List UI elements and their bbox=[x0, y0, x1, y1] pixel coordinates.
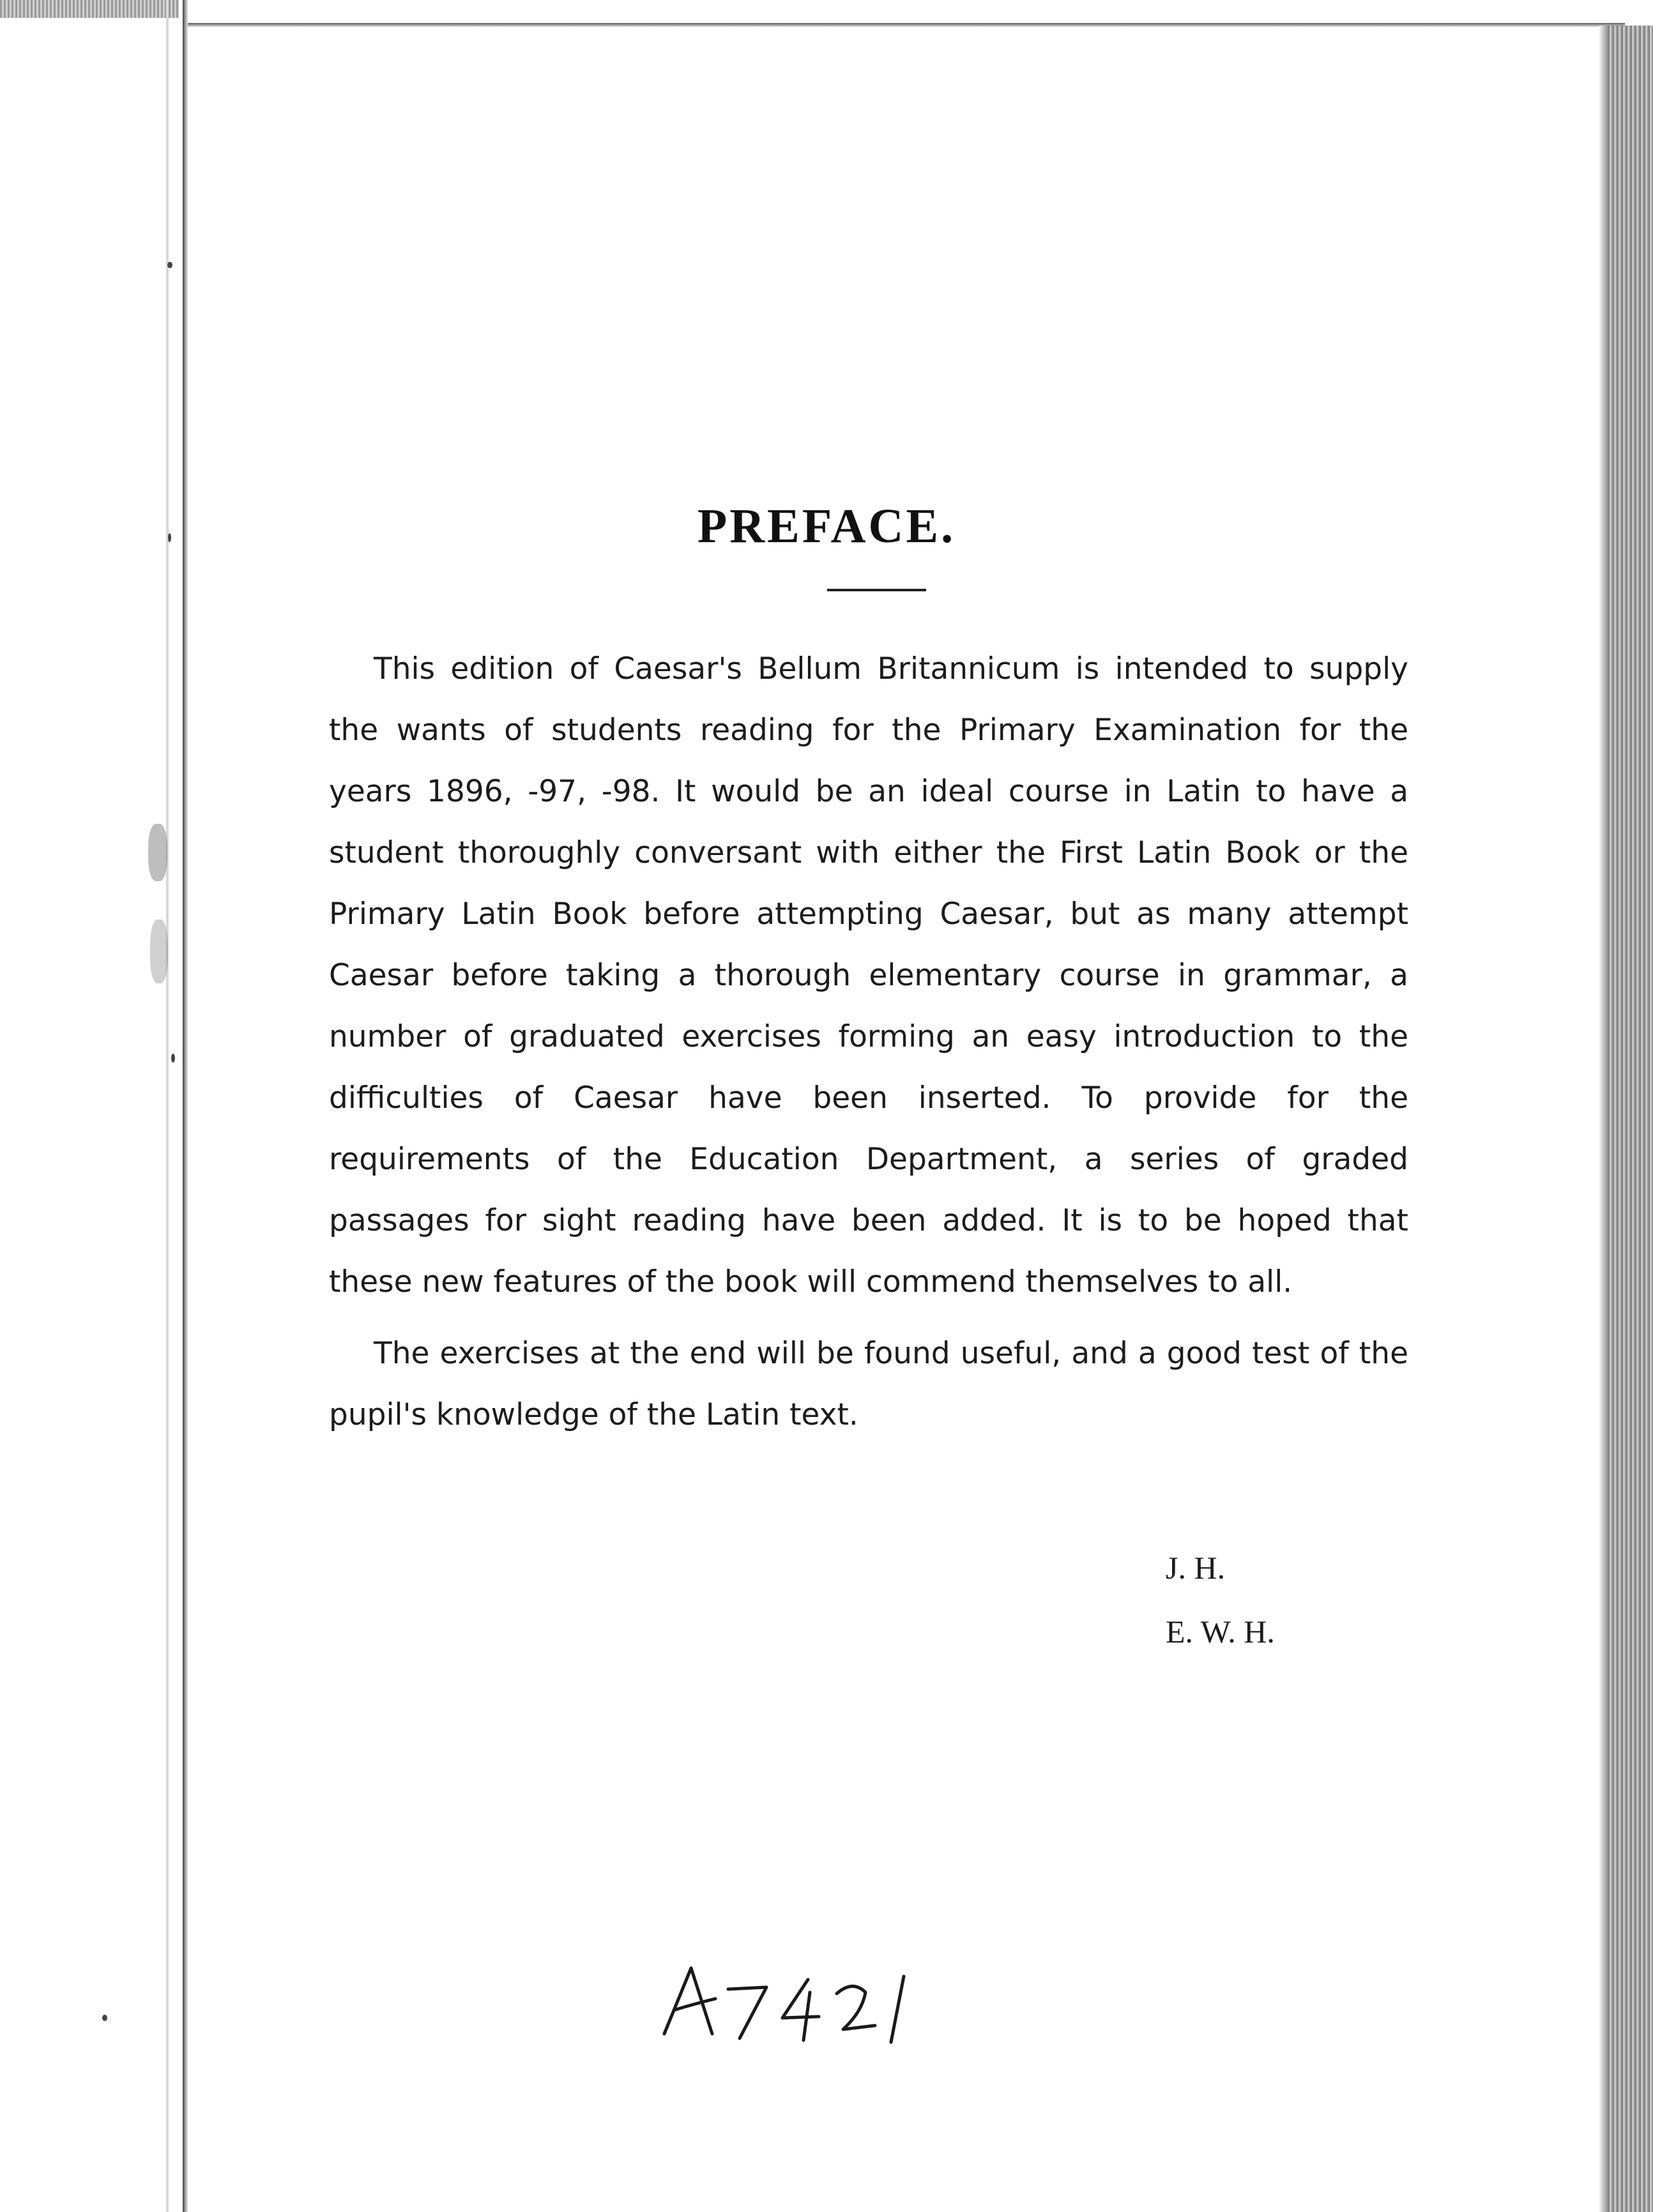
binding-texture bbox=[0, 0, 179, 18]
scan-speck bbox=[150, 920, 168, 983]
spine-edge bbox=[183, 0, 188, 2212]
scan-speck bbox=[171, 1054, 175, 1063]
title-divider bbox=[827, 589, 926, 591]
scan-speck bbox=[167, 262, 172, 268]
preface-paragraph-1: This edition of Caesar's Bellum Britannicum is intended to supply the wants of students reading for the Primary Examination for the years 1896, -97, -98. It would be an ideal course in Latin to have a student thoroughly conversant with either the First Latin Book or the Primary Latin Book before attempting Caesar, but as many attempt Caesar before taking a thorough elementary course in grammar, a number of graduated exercises forming an easy introduction to the difficulties of Caesar have been inserted. To provide for the requirements of the Education Department, a series of graded passages for sight reading have been added. It is to be hoped that these new features of the book will commend themselves to all. bbox=[329, 651, 1408, 1299]
signature-initials-1: J. H. bbox=[1166, 1550, 1226, 1586]
spine-shadow bbox=[166, 0, 169, 2212]
preface-body bbox=[329, 639, 1408, 1446]
scan-speck bbox=[148, 824, 167, 881]
left-margin-scan bbox=[0, 0, 192, 2212]
signature-initials-2: E. W. H. bbox=[1166, 1614, 1275, 1649]
page-top-edge bbox=[188, 23, 1625, 27]
page-stack-edge bbox=[1608, 26, 1653, 2212]
handwritten-mark-drawing bbox=[651, 1954, 945, 2050]
preface-paragraph-2: The exercises at the end will be found useful, and a good test of the pupil's knowledge of the Latin text. bbox=[329, 1336, 1408, 1432]
page-title: PREFACE. bbox=[697, 499, 956, 553]
handwritten-catalog-mark bbox=[651, 1954, 945, 2050]
page-right-shadow bbox=[1599, 26, 1608, 2212]
scan-speck bbox=[102, 2015, 107, 2021]
signature-block bbox=[1166, 1536, 1275, 1663]
